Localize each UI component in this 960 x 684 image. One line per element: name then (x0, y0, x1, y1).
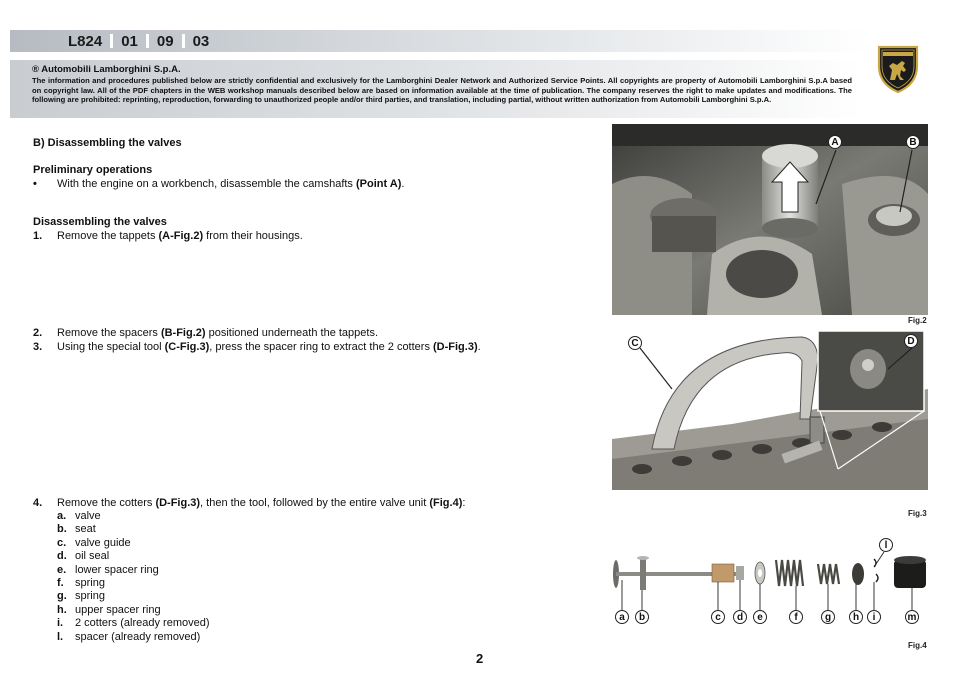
part-label: valve guide (75, 536, 131, 549)
part-letter: e. (57, 563, 67, 576)
part-item (33, 631, 210, 644)
callout-m: m (905, 610, 919, 624)
preliminary-ref: (Point A) (356, 178, 402, 190)
part-label: spring (75, 577, 105, 590)
copyright-notice (10, 60, 862, 118)
manual-code (60, 30, 217, 52)
step-text: from their housings. (203, 230, 303, 242)
part-item (33, 537, 210, 550)
part-letter: f. (57, 577, 64, 590)
part-item (33, 577, 210, 590)
step-ref: (C-Fig.3) (164, 341, 210, 353)
part-letter: h. (57, 603, 67, 616)
callout-D: D (904, 334, 918, 348)
bullet: • (33, 178, 37, 190)
part-letter: l. (57, 630, 64, 643)
callout-C: C (628, 336, 642, 350)
part-item (33, 550, 210, 563)
step-number: 1. (33, 230, 43, 242)
part-letter: i. (57, 617, 64, 630)
copyright-title: ® Automobili Lamborghini S.p.A. (32, 64, 181, 75)
part-item (33, 523, 210, 536)
fig4-photo (612, 534, 928, 630)
step-text: , press the spacer ring to extract the 2 cotters (209, 341, 434, 353)
step-ref: (D-Fig.3) (433, 341, 478, 353)
callout-h: h (849, 610, 863, 624)
preliminary-title: Preliminary operations (33, 164, 153, 176)
callout-e: e (753, 610, 767, 624)
step-text: : (462, 497, 466, 509)
callout-B: B (906, 135, 920, 149)
step-ref: (D-Fig.3) (155, 497, 201, 509)
part-item (33, 590, 210, 603)
code-section: 03 (192, 32, 210, 50)
callout-b: b (635, 610, 649, 624)
part-label: 2 cotters (already removed) (75, 617, 210, 630)
part-letter: a. (57, 510, 67, 522)
part-item (33, 564, 210, 577)
page-number: 2 (476, 651, 484, 666)
fig3-caption: Fig.3 (908, 509, 927, 518)
step-ref: (Fig.4) (429, 497, 463, 509)
callout-a: a (615, 610, 629, 624)
preliminary-text: With the engine on a workbench, disassemble the camshafts (57, 178, 356, 190)
callout-c: c (711, 610, 725, 624)
copyright-text: The information and procedures published below are strictly confidential and exclusively for the Lamborghini Dealer Network and Authorized Service Points. All copyrights are property of Automobili Lamborghini S.p.A based on copyright law. All of the PDF chapters in the WEB workshop manuals described below are based on information available at the time of publication. The company reserves the right to make updates and modifications. The following are prohibited: reprinting, reproduction, forwarding to unauthorized people and/or third parties, and translation, including partial, without written authorization from Automobili Lamborghini S.p.A. (32, 76, 852, 104)
callout-l: l (879, 538, 893, 552)
step-number: 4. (33, 497, 43, 509)
part-label: oil seal (75, 550, 110, 563)
fig3-photo (612, 329, 928, 490)
part-item (33, 510, 210, 523)
step-3 (33, 341, 481, 354)
step-4 (33, 497, 465, 510)
part-label: spacer (already removed) (75, 630, 201, 643)
step-text: Remove the tappets (57, 230, 159, 242)
disassembly-title: Disassembling the valves (33, 216, 167, 228)
fig4-caption: Fig.4 (908, 641, 927, 650)
cylinder-head-tappets-image (612, 124, 928, 315)
code-model: L824 (68, 32, 103, 50)
part-label: spring (75, 590, 105, 603)
step-text: Remove the spacers (57, 327, 161, 339)
step-text: Remove the cotters (57, 497, 156, 509)
part-letter: b. (57, 523, 67, 536)
part-label: upper spacer ring (75, 603, 161, 616)
fig2-caption: Fig.2 (908, 316, 927, 325)
preliminary-end: . (401, 178, 405, 190)
spacer-ring-tool-image (612, 329, 928, 490)
part-label: seat (75, 523, 96, 536)
callout-g: g (821, 610, 835, 624)
callout-i: i (867, 610, 881, 624)
step-1 (33, 230, 303, 243)
part-label: valve (75, 510, 101, 522)
code-subgroup: 09 (156, 32, 174, 50)
callout-f: f (789, 610, 803, 624)
part-letter: d. (57, 550, 67, 563)
code-group: 01 (121, 32, 138, 50)
part-letter: g. (57, 590, 67, 603)
step-ref: (B-Fig.2) (160, 327, 206, 339)
step-text: , then the tool, followed by the entire valve unit (200, 497, 430, 509)
part-label: lower spacer ring (75, 563, 159, 576)
step-number: 3. (33, 341, 43, 353)
step-number: 2. (33, 327, 43, 339)
step-text: . (477, 341, 481, 353)
parts-list (33, 510, 210, 644)
part-item (33, 604, 210, 617)
step-2 (33, 327, 378, 340)
part-letter: c. (57, 536, 67, 549)
preliminary-step (33, 178, 404, 191)
part-item (33, 617, 210, 630)
callout-d: d (733, 610, 747, 624)
fig2-photo (612, 124, 928, 315)
step-text: Using the special tool (57, 341, 165, 353)
section-title: B) Disassembling the valves (33, 137, 182, 149)
step-ref: (A-Fig.2) (158, 230, 204, 242)
lamborghini-logo (876, 44, 920, 94)
step-text: positioned underneath the tappets. (205, 327, 379, 339)
callout-A: A (828, 135, 842, 149)
